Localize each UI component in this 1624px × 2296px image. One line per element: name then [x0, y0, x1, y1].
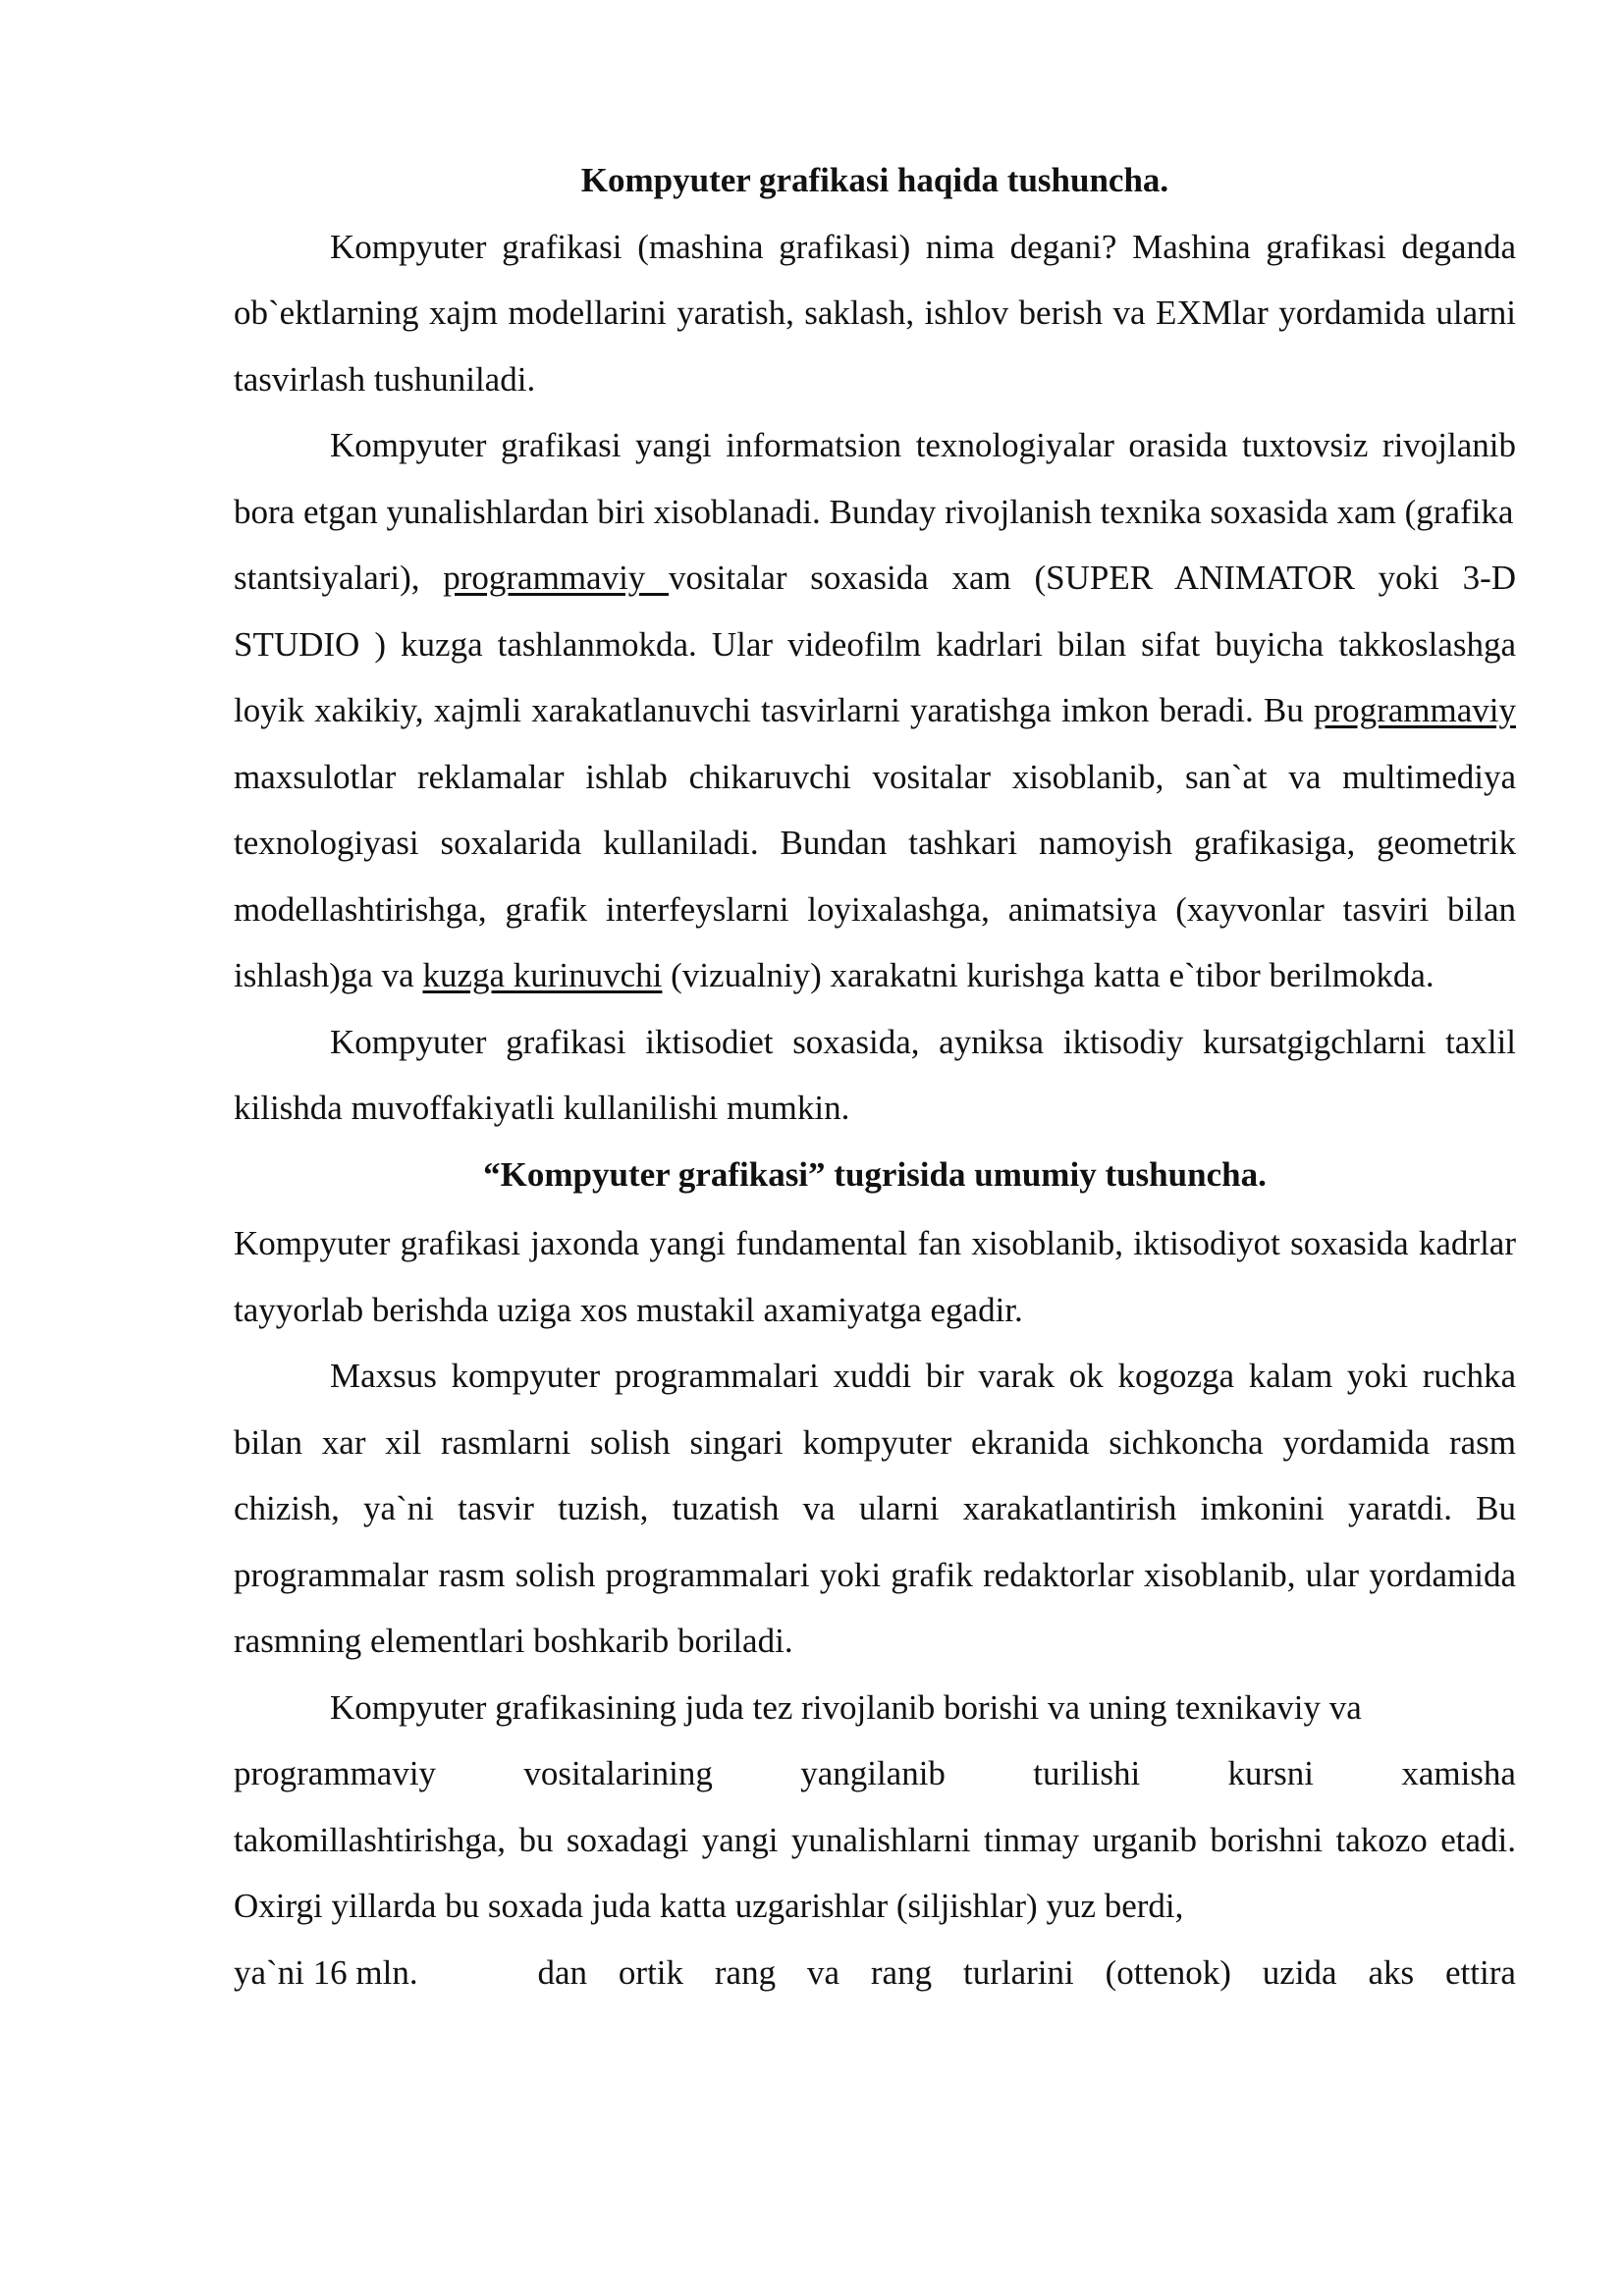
paragraph-6-line-2-word: kursni — [1227, 1754, 1314, 1792]
programmaviy-link-2[interactable]: programmaviy — [1313, 691, 1516, 729]
paragraph-6-line-2-word: turilishi — [1033, 1754, 1141, 1792]
paragraph-5: Maxsus kompyuter programmalari xuddi bir varak ok kogozga kalam yoki ruchka bilan xar xil rasmlarni solish singari kompyuter ekranida sichkoncha yordamida rasm chizish, ya`ni tasvir tuzish, tuzatish va ularni xarakatlantirish imkonini yaratdi. Bu programmalar rasm solish programmalari yoki grafik redaktorlar xisoblanib, ular yordamida rasmning elementlari boshkarib boriladi. — [234, 1357, 1516, 1660]
paragraph-1: Kompyuter grafikasi (mashina grafikasi) nima degani? Mashina grafikasi deganda ob`ektlarning xajm modellarini yaratish, saklash, ishlov berish va EXMlar yordamida ularni tasvirlash tushuniladi. — [234, 227, 1516, 399]
paragraph-6-last-line — [234, 1940, 1516, 2006]
document-page — [234, 147, 1516, 2005]
paragraph-6-last-word: va — [806, 1952, 840, 1992]
paragraph-6-last-word: dan — [537, 1952, 588, 1992]
paragraph-6-line-2 — [234, 1740, 1516, 1807]
paragraph-6-last-word: rang — [870, 1952, 933, 1992]
section-subtitle: “Kompyuter grafikasi” tugrisida umumiy tushuncha. — [483, 1154, 1267, 1194]
paragraph-6-last-word: ettira — [1444, 1952, 1516, 1992]
paragraph-2b-text-3: maxsulotlar reklamalar ishlab chikaruvchi vositalar xisoblanib, san`at va multimediya texnologiyasi soxalarida kullaniladi. Bundan tashkari namoyish grafikasiga, geometrik modellashtirishga, grafik interfeyslarni loyixalashga, animatsiya (xayvonlar tasviri bilan ishlash)ga va — [234, 757, 1516, 994]
paragraph-6-line-1: Kompyuter grafikasining juda tez rivojlanib borishi va uning texnikaviy va — [330, 1687, 1362, 1727]
paragraph-6-last-word: uzida — [1262, 1952, 1337, 1992]
programmaviy-link-1[interactable]: programmaviy — [443, 559, 670, 597]
paragraph-6-last-word: (ottenok) — [1105, 1952, 1231, 1992]
paragraph-2b-text-4: (vizualniy) xarakatni kurishga katta e`tibor berilmokda. — [662, 956, 1435, 994]
paragraph-6-last-word: turlarini — [962, 1952, 1074, 1992]
paragraph-6-line-2-word: vositalarining — [523, 1754, 713, 1792]
paragraph-6-last-word: ortik — [618, 1952, 684, 1992]
paragraph-2a: Kompyuter grafikasi yangi informatsion texnologiyalar orasida tuxtovsiz rivojlanib bora etgan yunalishlardan biri xisoblanadi. Bunday rivojlanish texnika soxasida xam (grafika — [234, 426, 1516, 531]
kuzga-kurinuvchi-link[interactable]: kuzga kurinuvchi — [422, 956, 663, 994]
paragraph-2b — [234, 545, 1516, 1009]
paragraph-6-last-word: rang — [714, 1952, 777, 1992]
paragraph-3: Kompyuter grafikasi iktisodiet soxasida, ayniksa iktisodiy kursatgigchlarni taxlil kilishda muvoffakiyatli kullanilishi mumkin. — [234, 1022, 1516, 1127]
paragraph-2b-text-2: vositalar soxasida xam (SUPER ANIMATOR yoki 3-D STUDIO ) kuzga tashlanmokda. Ular videofilm kadrlari bilan sifat buyicha takkoslashga loyik xakikiy, xajmli xarakatlanuvchi tasvirlarni yaratishga imkon beradi. Bu — [234, 559, 1516, 729]
paragraph-6-last-left: ya`ni 16 mln. — [234, 1952, 418, 1992]
paragraph-6-line-2-word: yangilanib — [800, 1754, 946, 1792]
document-title: Kompyuter grafikasi haqida tushuncha. — [580, 161, 1169, 199]
paragraph-6-line-2-word: programmaviy — [234, 1754, 437, 1792]
paragraph-6-line-2-word: xamisha — [1401, 1754, 1516, 1792]
paragraph-6-last-word: aks — [1368, 1952, 1415, 1992]
paragraph-6-rest: takomillashtirishga, bu soxadagi yangi yunalishlarni tinmay urganib borishni takozo etadi. Oxirgi yillarda bu soxada juda katta uzgarishlar (siljishlar) yuz berdi, — [234, 1820, 1516, 1925]
paragraph-2b-text-1: stantsiyalari), — [234, 559, 444, 597]
paragraph-4: Kompyuter grafikasi jaxonda yangi fundamental fan xisoblanib, iktisodiyot soxasida kadrlar tayyorlab berishda uziga xos mustakil axamiyatga egadir. — [234, 1224, 1516, 1329]
